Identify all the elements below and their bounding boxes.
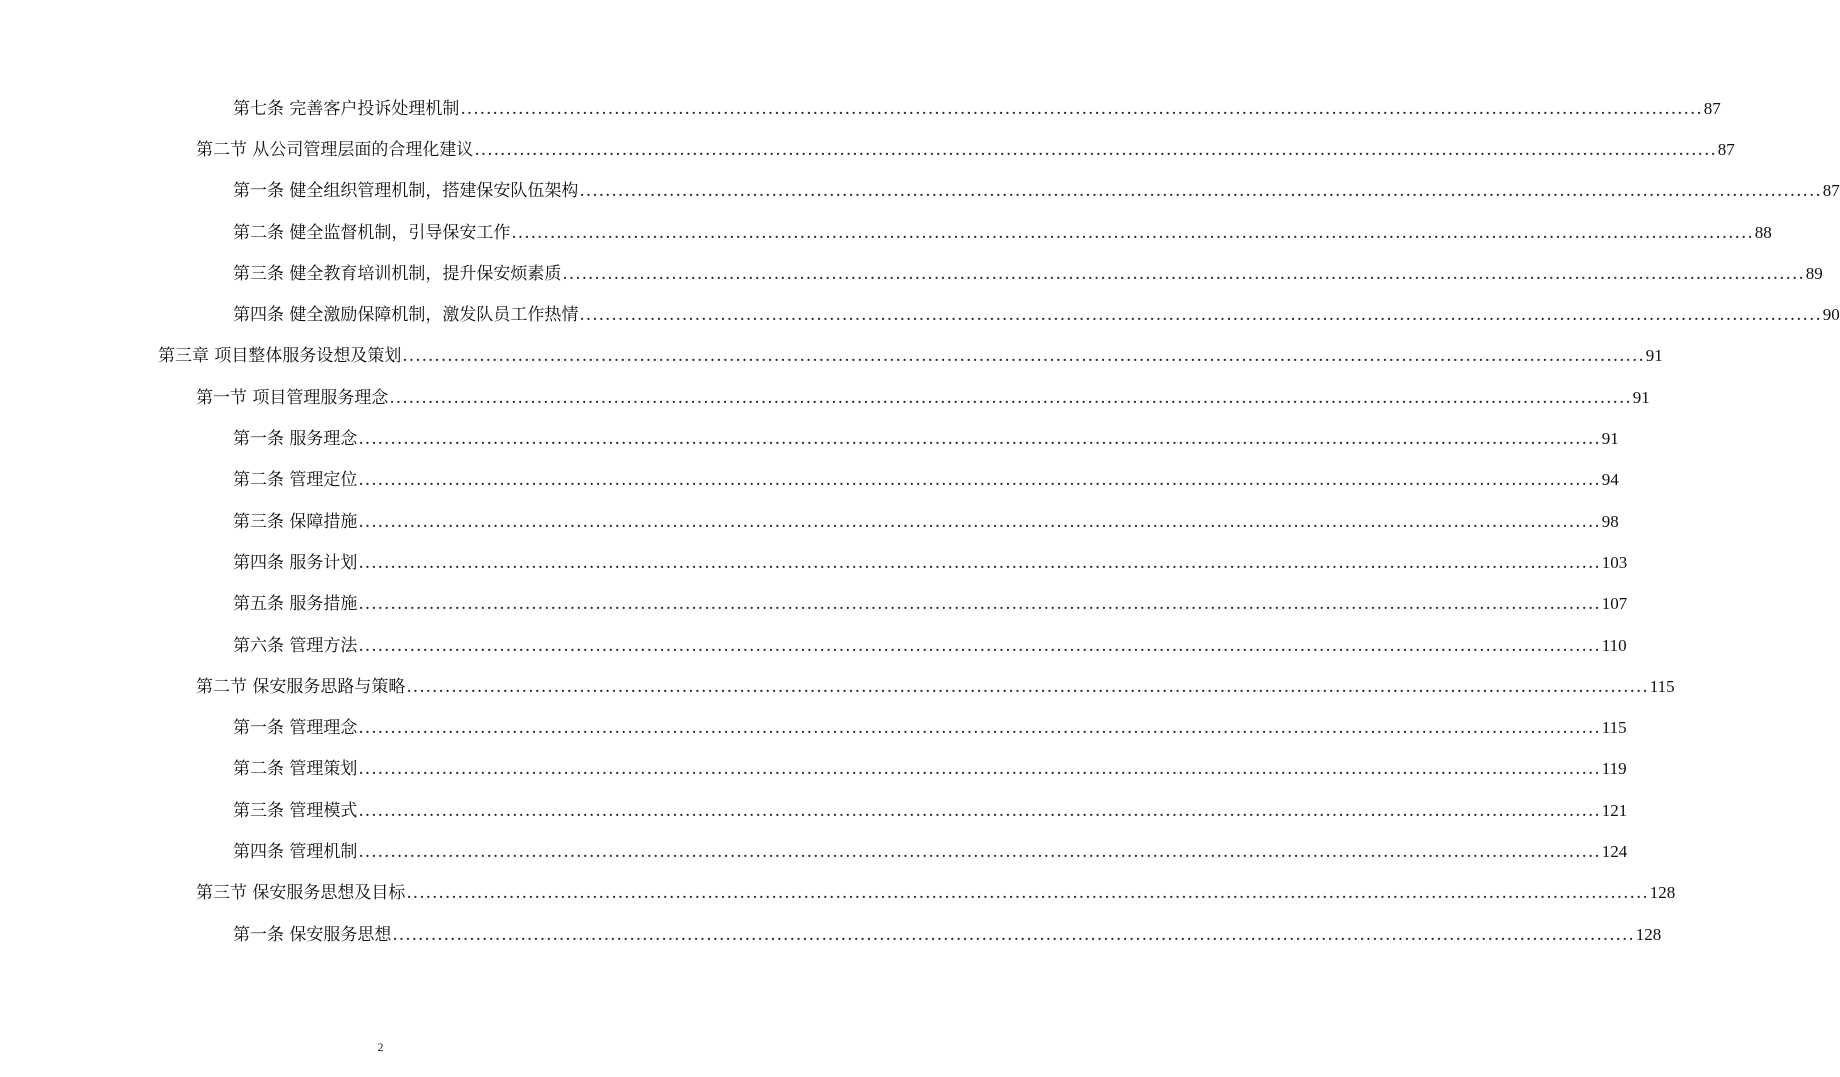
- toc-entry-title: 第六条 管理方法: [233, 635, 358, 656]
- toc-entry-page-number: 124: [1601, 841, 1628, 861]
- toc-entry[interactable]: [0, 294, 1840, 335]
- toc-entry-title: 第一条 保安服务思想: [233, 924, 392, 945]
- toc-entry[interactable]: [0, 749, 1627, 790]
- toc-entry-page-number: 87: [1717, 139, 1735, 159]
- toc-dot-leader: [579, 305, 1821, 325]
- toc-dot-leader: [402, 346, 1644, 366]
- toc-entry[interactable]: [0, 377, 1650, 418]
- toc-entry-title: 第七条 完善客户投诉处理机制: [233, 98, 460, 119]
- toc-entry-title: 第二条 管理策划: [233, 759, 358, 780]
- toc-entry-body: [196, 388, 1650, 408]
- toc-entry-page-number: 115: [1601, 718, 1627, 738]
- toc-entry[interactable]: [0, 460, 1619, 501]
- toc-dot-leader: [389, 388, 1631, 408]
- toc-entry-title: 第三条 健全教育培训机制，提升保安烦素质: [233, 263, 562, 284]
- toc-entry[interactable]: [0, 253, 1823, 294]
- toc-dot-leader: [358, 594, 1600, 614]
- toc-entry-body: [233, 99, 1721, 119]
- toc-entry-body: [233, 636, 1627, 656]
- table-of-contents: [0, 88, 1840, 955]
- toc-entry-page-number: 91: [1601, 429, 1619, 449]
- toc-entry-title: 第四条 服务计划: [233, 552, 358, 573]
- page-number-footer: 2: [377, 1040, 384, 1054]
- toc-entry[interactable]: [0, 171, 1840, 212]
- toc-dot-leader: [511, 223, 1753, 243]
- toc-entry-title: 第四条 管理机制: [233, 841, 358, 862]
- toc-entry-body: [196, 677, 1675, 697]
- toc-entry[interactable]: [0, 212, 1772, 253]
- toc-entry-page-number: 90: [1822, 305, 1840, 325]
- toc-entry-title: 第五条 服务措施: [233, 594, 358, 615]
- toc-entry[interactable]: [0, 873, 1676, 914]
- toc-dot-leader: [358, 429, 1600, 449]
- toc-dot-leader: [358, 718, 1600, 738]
- toc-entry[interactable]: [0, 831, 1628, 872]
- toc-entry-title: 第一条 管理理念: [233, 718, 358, 739]
- toc-entry-page-number: 88: [1754, 222, 1772, 242]
- toc-entry-title: 第一节 项目管理服务理念: [196, 387, 389, 408]
- toc-entry-page-number: 94: [1601, 470, 1619, 490]
- toc-dot-leader: [358, 801, 1600, 821]
- toc-entry-page-number: 87: [1822, 181, 1840, 201]
- toc-entry-body: [233, 594, 1627, 614]
- toc-entry-page-number: 91: [1645, 346, 1663, 366]
- toc-dot-leader: [460, 99, 1702, 119]
- toc-entry-page-number: 119: [1601, 759, 1627, 779]
- toc-entry[interactable]: [0, 625, 1627, 666]
- toc-entry-title: 第一条 服务理念: [233, 429, 358, 450]
- toc-dot-leader: [358, 512, 1600, 532]
- toc-entry-title: 第三节 保安服务思想及目标: [196, 883, 406, 904]
- toc-dot-leader: [406, 883, 1648, 903]
- toc-entry-page-number: 91: [1632, 387, 1650, 407]
- toc-entry-title: 第二节 从公司管理层面的合理化建议: [196, 139, 474, 160]
- toc-entry-body: [233, 470, 1619, 490]
- toc-dot-leader: [392, 925, 1634, 945]
- toc-entry-body: [196, 883, 1675, 903]
- toc-entry-title: 第三章 项目整体服务设想及策划: [158, 346, 402, 367]
- toc-entry-page-number: 89: [1805, 263, 1823, 283]
- toc-entry[interactable]: [0, 336, 1663, 377]
- toc-entry-title: 第二条 管理定位: [233, 470, 358, 491]
- toc-entry-title: 第四条 健全激励保障机制，激发队员工作热情: [233, 305, 579, 326]
- toc-entry-title: 第二节 保安服务思路与策略: [196, 676, 406, 697]
- toc-entry-title: 第一条 健全组织管理机制，搭建保安队伍架构: [233, 181, 579, 202]
- toc-entry-body: [233, 801, 1627, 821]
- toc-entry-page-number: 128: [1649, 883, 1676, 903]
- toc-dot-leader: [562, 264, 1804, 284]
- toc-entry-body: [233, 553, 1627, 573]
- toc-entry-page-number: 128: [1635, 924, 1662, 944]
- toc-dot-leader: [358, 842, 1600, 862]
- toc-dot-leader: [358, 759, 1600, 779]
- toc-entry-body: [196, 140, 1735, 160]
- toc-dot-leader: [358, 636, 1600, 656]
- toc-dot-leader: [358, 470, 1600, 490]
- toc-entry[interactable]: [0, 584, 1628, 625]
- toc-entry-body: [158, 346, 1663, 366]
- toc-entry-title: 第三条 保障措施: [233, 511, 358, 532]
- toc-entry-page-number: 87: [1703, 98, 1721, 118]
- toc-entry-body: [233, 181, 1840, 201]
- toc-dot-leader: [579, 181, 1821, 201]
- toc-dot-leader: [406, 677, 1648, 697]
- toc-entry[interactable]: [0, 790, 1628, 831]
- toc-entry[interactable]: [0, 666, 1675, 707]
- toc-dot-leader: [474, 140, 1716, 160]
- toc-entry-body: [233, 223, 1772, 243]
- toc-entry[interactable]: [0, 88, 1721, 129]
- toc-entry-body: [233, 264, 1823, 284]
- toc-entry-body: [233, 842, 1627, 862]
- toc-entry-body: [233, 512, 1619, 532]
- toc-entry-page-number: 115: [1649, 676, 1675, 696]
- toc-entry-body: [233, 305, 1840, 325]
- toc-entry[interactable]: [0, 707, 1627, 748]
- toc-entry[interactable]: [0, 501, 1619, 542]
- toc-entry-body: [233, 429, 1619, 449]
- toc-entry[interactable]: [0, 914, 1662, 955]
- toc-entry-title: 第三条 管理模式: [233, 800, 358, 821]
- toc-entry-body: [233, 925, 1661, 945]
- toc-entry[interactable]: [0, 542, 1628, 583]
- toc-dot-leader: [358, 553, 1600, 573]
- toc-entry[interactable]: [0, 129, 1735, 170]
- toc-entry-page-number: 110: [1601, 635, 1627, 655]
- toc-entry-title: 第二条 健全监督机制，引导保安工作: [233, 222, 511, 243]
- toc-entry-body: [233, 759, 1627, 779]
- toc-entry[interactable]: [0, 418, 1619, 459]
- toc-entry-page-number: 98: [1601, 511, 1619, 531]
- toc-entry-page-number: 107: [1601, 594, 1628, 614]
- toc-entry-page-number: 103: [1601, 552, 1628, 572]
- toc-entry-page-number: 121: [1601, 800, 1628, 820]
- toc-entry-body: [233, 718, 1627, 738]
